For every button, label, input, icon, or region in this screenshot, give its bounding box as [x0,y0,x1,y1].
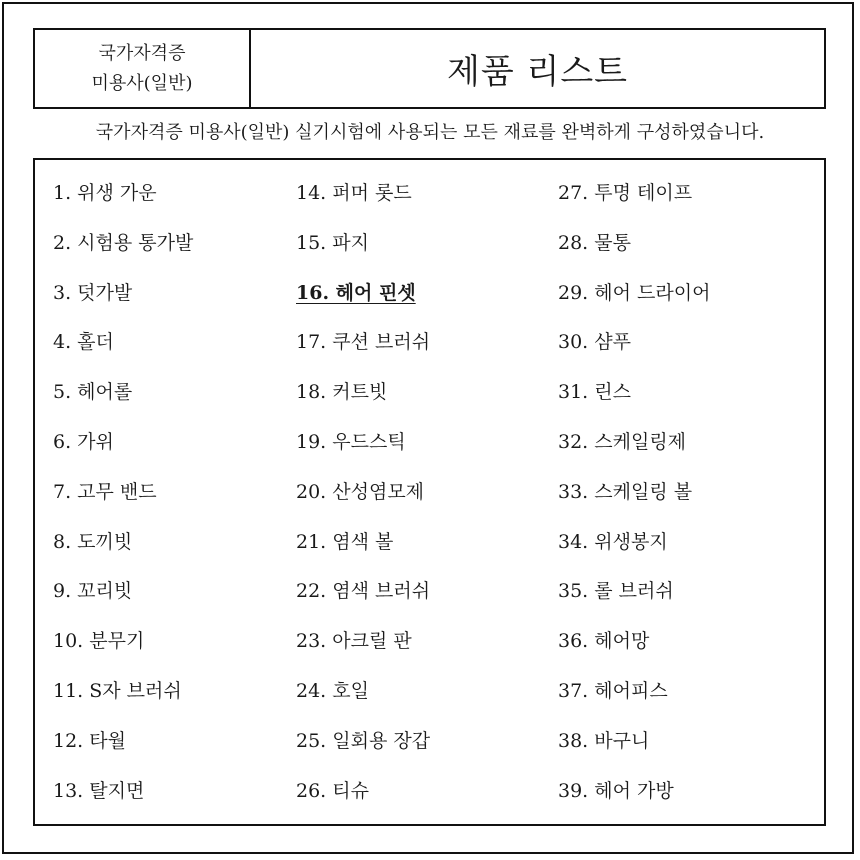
list-item: 31. 린스 [558,381,631,404]
list-item: 37. 헤어피스 [558,679,668,702]
product-column-1 [53,176,193,823]
list-item: 14. 퍼머 롯드 [296,182,412,204]
list-item: 26. 티슈 [296,779,369,802]
list-item: 6. 가위 [53,430,114,453]
certification-label [35,30,251,107]
list-item: 27. 투명 테이프 [558,182,693,204]
list-item: 18. 커트빗 [296,381,388,404]
list-item: 2. 시험용 통가발 [53,231,194,254]
header-box [33,28,826,109]
list-item: 21. 염색 볼 [296,530,394,553]
product-list [33,158,826,826]
list-item: 34. 위생봉지 [558,530,668,553]
list-item-highlighted: 16. 헤어 핀셋 [296,281,416,304]
list-item: 22. 염색 브러쉬 [296,580,431,603]
list-item: 30. 샴푸 [558,331,631,354]
list-item: 3. 덧가발 [53,281,133,304]
list-item: 4. 홀더 [53,331,114,354]
list-item: 15. 파지 [296,231,369,254]
product-column-2 [296,176,430,823]
list-item: 35. 롤 브러쉬 [558,580,674,603]
list-item: 25. 일회용 장갑 [296,729,431,752]
list-item: 7. 고무 밴드 [53,480,157,503]
list-item: 12. 타월 [53,729,126,752]
list-item: 1. 위생 가운 [53,182,157,204]
list-item: 32. 스케일링제 [558,430,687,453]
list-item: 29. 헤어 드라이어 [558,281,711,304]
list-item: 10. 분무기 [53,630,145,653]
list-item: 8. 도끼빗 [53,530,133,553]
list-item: 36. 헤어망 [558,630,650,653]
list-item: 11. S자 브러쉬 [53,679,182,702]
page-title: 제품 리스트 [446,52,629,92]
list-item: 23. 아크릴 판 [296,630,412,653]
certification-line-1: 국가자격증 [98,42,186,64]
list-item: 5. 헤어롤 [53,381,133,404]
list-item: 17. 쿠션 브러쉬 [296,331,431,354]
list-item: 38. 바구니 [558,729,650,752]
list-item: 13. 탈지면 [53,779,145,802]
product-column-3 [558,176,710,823]
list-item: 20. 산성염모제 [296,480,425,503]
description-text: 국가자격증 미용사(일반) 실기시험에 사용되는 모든 재료를 완벽하게 구성하였습니다. [95,122,765,143]
list-item: 24. 호일 [296,679,369,702]
list-item: 39. 헤어 가방 [558,779,674,802]
list-item: 28. 물통 [558,231,631,254]
list-item: 9. 꼬리빗 [53,580,133,603]
certification-line-2: 미용사(일반) [91,72,193,94]
list-item: 19. 우드스틱 [296,430,406,453]
list-item: 33. 스케일링 볼 [558,480,693,503]
